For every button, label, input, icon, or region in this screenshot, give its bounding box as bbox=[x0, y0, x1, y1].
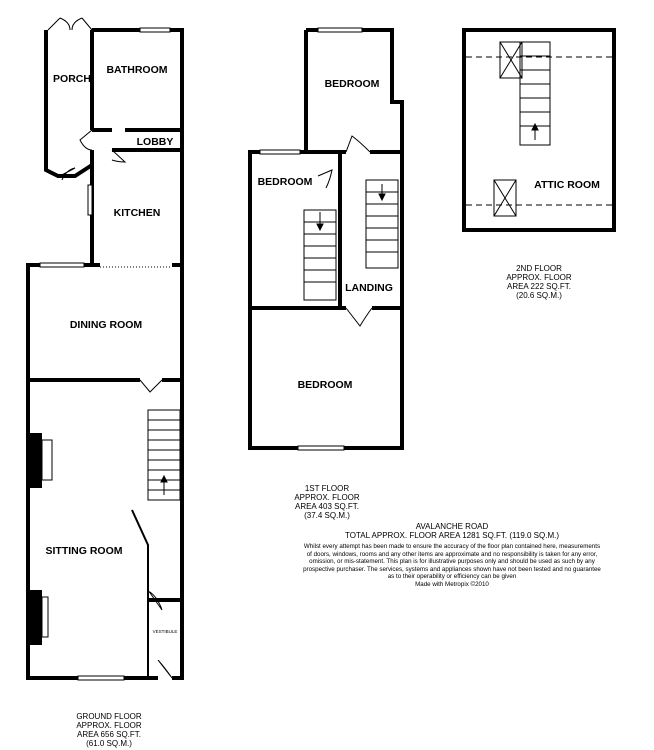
main-bedroom-window bbox=[298, 446, 344, 450]
fireplace-upper bbox=[42, 440, 52, 480]
room-label-porch: PORCH bbox=[53, 73, 91, 85]
property-summary bbox=[330, 522, 574, 540]
first-floor-area-caption bbox=[284, 484, 370, 520]
dining-door bbox=[140, 380, 162, 392]
attic-outer-wall bbox=[464, 30, 614, 230]
chimney-breast-lower bbox=[30, 590, 42, 645]
first-floor-area-sqft: AREA 403 SQ.FT. bbox=[294, 502, 360, 511]
dining-window bbox=[40, 263, 84, 267]
ground-floor-title: GROUND FLOOR bbox=[76, 712, 142, 721]
main-bedroom-door bbox=[346, 308, 372, 326]
bathroom-window bbox=[140, 28, 170, 32]
second-floor-title: 2ND FLOOR bbox=[516, 264, 562, 273]
kitchen-left-wall bbox=[92, 180, 100, 265]
disclaimer-credit: Made with Metropix ©2010 bbox=[415, 580, 489, 588]
vestibule-label-bg bbox=[150, 655, 180, 660]
disclaimer-line-3: omission, or mis-statement. This plan is for illustrative purposes only and should be used as such by any bbox=[309, 558, 595, 565]
room-label-bedroom-small: BEDROOM bbox=[257, 176, 313, 188]
room-label-bedroom-rear: BEDROOM bbox=[324, 78, 380, 90]
ground-floor-plan bbox=[28, 18, 182, 680]
small-bedroom-window bbox=[260, 150, 300, 154]
fireplace-lower bbox=[42, 597, 48, 637]
first-floor-approx: APPROX. FLOOR bbox=[294, 493, 360, 502]
vestibule-doors bbox=[148, 590, 172, 678]
first-floor-outer-wall bbox=[250, 30, 402, 308]
second-floor-area-sqft: AREA 222 SQ.FT. bbox=[506, 282, 572, 291]
stair-partition bbox=[132, 510, 148, 678]
disclaimer-line-4: prospective purchaser. The services, systems and appliances shown have not been tested and no guarantee bbox=[303, 565, 601, 573]
attic-stairs bbox=[520, 42, 550, 145]
lobby-doors bbox=[80, 130, 125, 162]
attic-skylights bbox=[494, 42, 522, 216]
second-floor-approx: APPROX. FLOOR bbox=[506, 273, 572, 282]
first-floor-inner-wall bbox=[306, 30, 340, 308]
first-floor-title: 1ST FLOOR bbox=[304, 484, 350, 493]
kitchen-window bbox=[88, 185, 92, 215]
room-label-dining-room: DINING ROOM bbox=[69, 319, 143, 331]
disclaimer-line-2: of doors, windows, rooms and any other items are approximate and no responsibility is taken for any error, bbox=[306, 550, 598, 558]
ground-floor-approx: APPROX. FLOOR bbox=[76, 721, 142, 730]
chimney-breast-upper bbox=[30, 433, 42, 488]
ground-floor-area-caption bbox=[66, 712, 152, 748]
porch-door bbox=[48, 18, 92, 30]
second-floor-area-sqm: (20.6 SQ.M.) bbox=[516, 291, 562, 300]
room-label-sitting-room: SITTING ROOM bbox=[45, 545, 123, 557]
room-label-vestibule: VESTIBULE bbox=[152, 629, 178, 634]
main-bedroom-wall bbox=[250, 308, 402, 448]
ground-floor-area-sqft: AREA 656 SQ.FT. bbox=[76, 730, 142, 739]
room-label-bedroom-main: BEDROOM bbox=[297, 379, 353, 391]
first-floor-area-sqm: (37.4 SQ.M.) bbox=[304, 511, 350, 520]
room-label-attic-room: ATTIC ROOM bbox=[534, 179, 600, 191]
room-label-landing: LANDING bbox=[345, 282, 393, 294]
disclaimer-line-5: as to their operability or efficiency can be given bbox=[387, 573, 517, 580]
porch-wall bbox=[46, 30, 92, 176]
room-label-lobby: LOBBY bbox=[136, 136, 174, 148]
room-label-kitchen: KITCHEN bbox=[113, 207, 161, 219]
ground-stairs bbox=[148, 410, 180, 500]
sitting-room-window bbox=[78, 676, 124, 680]
total-floor-area: TOTAL APPROX. FLOOR AREA 1281 SQ.FT. (119.0 SQ.M.) bbox=[345, 531, 559, 540]
second-floor-area-caption bbox=[496, 264, 582, 300]
disclaimer-line-1: Whilst every attempt has been made to ensure the accuracy of the floor plan contained here, measurements bbox=[303, 543, 601, 550]
first-floor-doors bbox=[318, 136, 370, 188]
disclaimer-block bbox=[258, 543, 646, 588]
second-floor-plan bbox=[464, 30, 614, 230]
property-address: AVALANCHE ROAD bbox=[415, 522, 489, 531]
rear-bedroom-window bbox=[318, 28, 362, 32]
ground-floor-area-sqm: (61.0 SQ.M.) bbox=[86, 739, 132, 748]
room-label-bathroom: BATHROOM bbox=[106, 64, 168, 76]
